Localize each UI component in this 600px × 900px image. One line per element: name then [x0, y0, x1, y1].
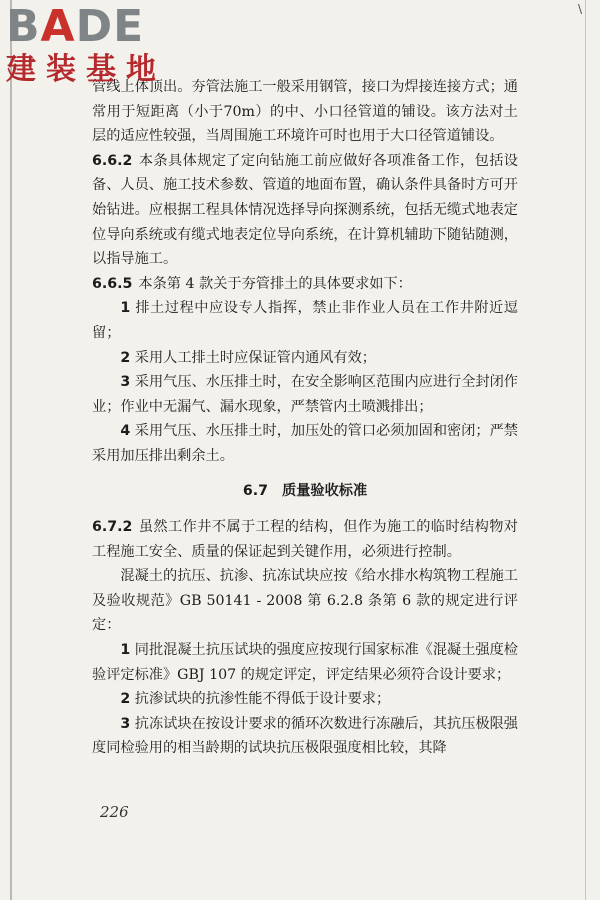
list-item: 3 抗冻试块在按设计要求的循环次数进行冻融后，其抗压极限强度同检验用的相当龄期的试块抗压极限强度相比较，其降: [92, 715, 518, 757]
paragraph-plain: 混凝土的抗压、抗渗、抗冻试块应按《给水排水构筑物工程施工及验收规范》GB 50141 - 2008 第 6.2.8 条第 6 款的规定进行评定：: [92, 568, 518, 634]
page-edge-right: [585, 0, 586, 900]
section-title: 质量验收标准: [282, 482, 368, 499]
paragraph-continuation: 管线上体顶出。夯管法施工一般采用钢管，接口为焊接连接方式；通常用于短距离（小于70m）的中、小口径管道的铺设。该方法对土层的适应性较强，当周围施工环境许可时也用于大口径管道铺设。: [92, 79, 518, 145]
watermark-subtitle: 建装基地: [6, 52, 166, 87]
clause-number: 6.6.2: [92, 152, 133, 169]
list-item: 1 排土过程中应设专人指挥，禁止非作业人员在工作井附近逗留；: [92, 300, 518, 341]
clause-number: 6.6.5: [92, 275, 133, 292]
page-edge-left: [10, 0, 12, 900]
section-number: 6.7: [242, 482, 268, 499]
list-item: 2 抗渗试块的抗渗性能不得低于设计要求；: [120, 691, 391, 708]
clause-6-6-2: 6.6.2 本条具体规定了定向钻施工前应做好各项准备工作，包括设备、人员、施工技术参数、管道的地面布置，确认条件具备时方可开始钻进。应根据工程具体情况选择导向探测系统，包括无缆式地表定位导向系统或有缆式地表定位导向系统，在计算机辅助下随钻随测，以指导施工。: [92, 152, 518, 268]
page-number: 226: [100, 803, 129, 821]
section-heading: [92, 479, 518, 504]
clause-6-7-2: 6.7.2 虽然工作井不属于工程的结构，但作为施工的临时结构物对工程施工安全、质量的保证起到关键作用，必须进行控制。: [92, 519, 518, 560]
clause-6-6-5: 6.6.5 本条第 4 款关于夯管排土的具体要求如下：: [92, 275, 412, 292]
list-item: 4 采用气压、水压排土时，加压处的管口必须加固和密闭；严禁采用加压排出剩余土。: [92, 423, 518, 464]
list-item: 3 采用气压、水压排土时，在安全影响区范围内应进行全封闭作业；作业中无漏气、漏水现象，严禁管内土喷溅排出；: [92, 374, 518, 415]
page-content: [92, 75, 518, 761]
list-item: 2 采用人工排土时应保证管内通风有效；: [120, 349, 376, 366]
list-item: 1 同批混凝土抗压试块的强度应按现行国家标准《混凝土强度检验评定标准》GBJ 107 的规定评定，评定结果必须符合设计要求；: [92, 642, 518, 683]
watermark-logo-text: BADE: [6, 1, 145, 52]
clause-number: 6.7.2: [92, 519, 133, 536]
corner-mark: \: [577, 2, 582, 16]
watermark-logo: [6, 1, 196, 96]
